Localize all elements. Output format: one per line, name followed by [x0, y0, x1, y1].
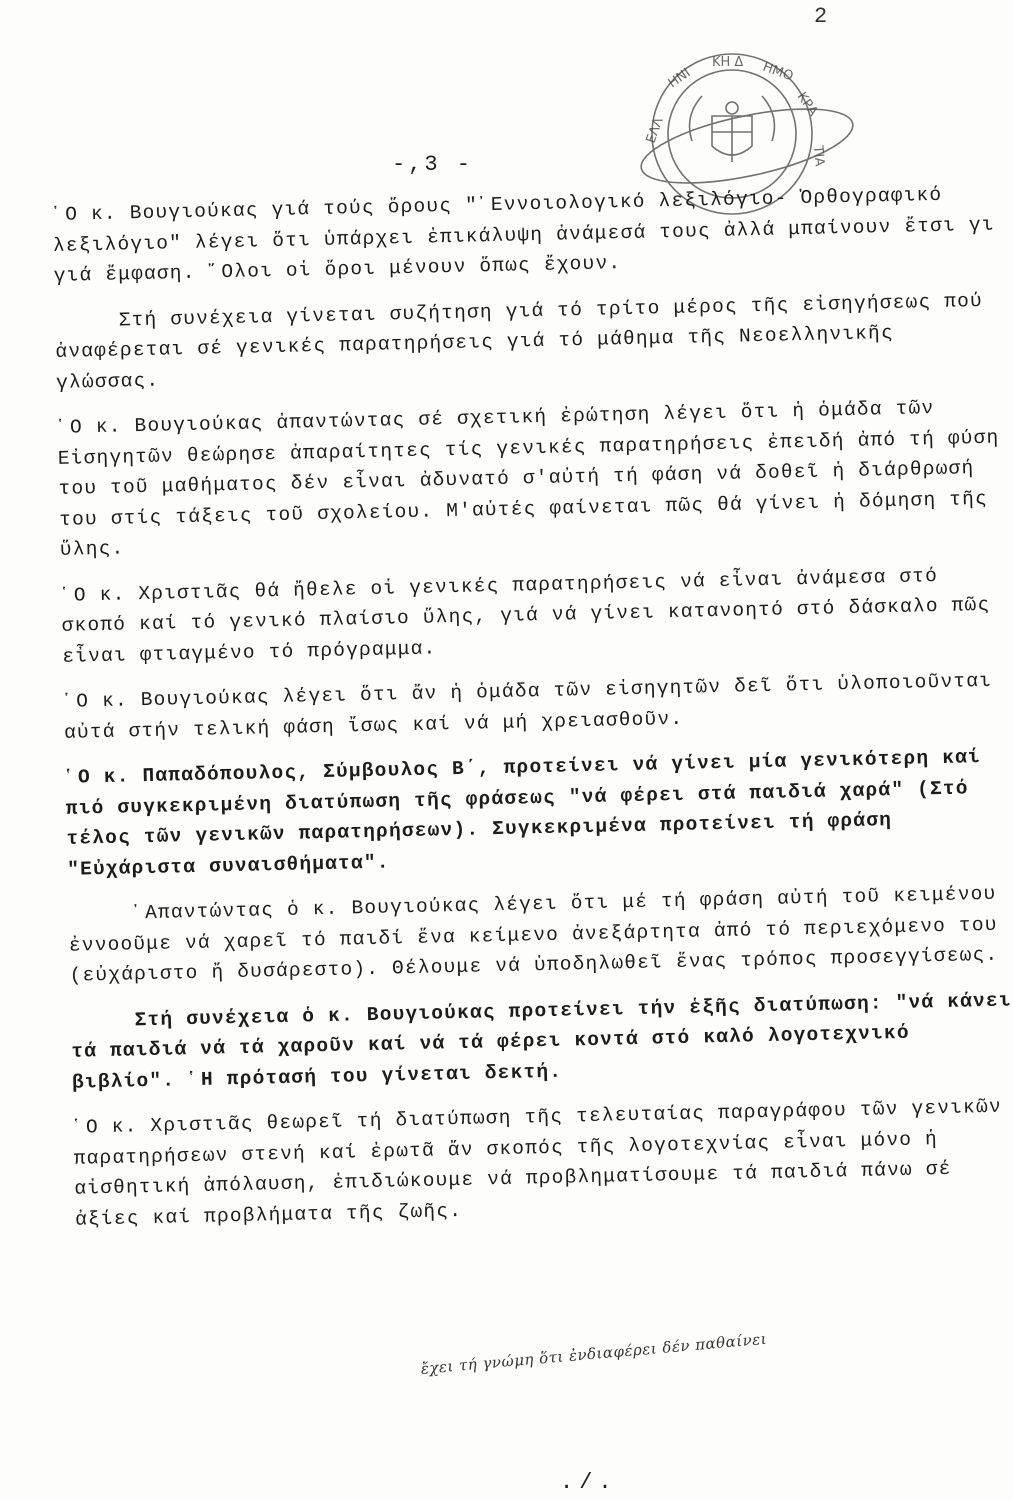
paragraph: ᾿Απαντώντας ὁ κ. Βουγιούκας λέγει ὅτι μέ τή φράση αὐτή τοῦ κειμένου ἐννοοῦμε νά χαρεῖ τό παιδί ἕνα κείμενο ἀνεξάρτητα ἀπό τό περιεχόμενο του (εὐχάριστο ἤ δυσάρεστο). Θέλουμε νά ὑποδηλωθεῖ ἕνας τρόπος προσεγγίσεως. [68, 882, 999, 987]
paragraph: Στή συνέχεια γίνεται συζήτηση γιά τό τρίτο μέρος τῆς εἰσηγήσεως πού ἀναφέρεται σέ γενικές παρατηρήσεις γιά τό μάθημα τῆς Νεοελληνικῆς γλώσσας. [55, 289, 984, 394]
paragraph: Στή συνέχεια ὁ κ. Βουγιούκας προτείνει τήν ἑξῆς διατύπωση: "νά κάνει τά παιδιά νά τά χαροῦν καί νά τά φέρει κοντά στό καλό λογοτεχνικό βιβλίο". ῾Η πρότασή του γίνεται δεκτή. [71, 988, 1012, 1094]
corner-page-number: 2 [814, 4, 828, 29]
minutes-body [52, 178, 1013, 1249]
paragraph: ῾Ο κ. Χριστιᾶς θεωρεῖ τή διατύπωση τῆς τελευταίας παραγράφου τῶν γενικῶν παρατηρήσεων στενή καί ἐρωτᾶ ἄν σκοπός τῆς λογοτεχνίας εἶναι μόνο ἡ αἰσθητική ἀπόλαυση, ἐπιδιώκουμε νά προβληματίσουμε τά παιδιά πάνω σέ ἀξίες καί προβλήματα τῆς ζωῆς. [72, 1095, 1003, 1231]
svg-text:ΗΝΙ: ΗΝΙ [665, 65, 694, 92]
paragraph: ῾Ο κ. Βουγιούκας γιά τούς ὅρους "᾿Εννοιολογικό λεξιλόγιο- Ὀρθογραφικό λεξιλόγιο" λέγει ὅτι ὑπάρχει ἐπικάλυψη ἀνάμεσά τους ἀλλά μπαίνουν ἔτσι γι γιά ἔμφαση. ῞Ολοι οἱ ὅροι μένουν ὅπως ἔχουν. [52, 183, 995, 287]
handwritten-annotation: ἔχει τή γνώμη ὅτι ἐνδιαφέρει δέν παθαίνει [420, 1329, 768, 1378]
page-marker: -,3 - [392, 152, 474, 177]
svg-text:ΚΡΑ: ΚΡΑ [793, 89, 821, 119]
svg-text:ΕΛΛ: ΕΛΛ [643, 115, 667, 146]
end-mark: ./. [560, 1470, 618, 1495]
paragraph: ῾Ο κ. Παπαδόπουλος, Σύμβουλος Β΄, προτείνει νά γίνει μία γενικότερη καί πιό συγκεκριμένη διατύπωση τῆς φράσεως "νά φέρει στά παιδιά χαρά" (Στό τέλος τῶν γενικῶν παρατηρήσεων). Συγκεκριμένα προτείνει τή φράση "Εὐχάριστα συναισθήματα". [64, 746, 982, 881]
svg-text:ΤΙΑ: ΤΙΑ [810, 145, 827, 167]
paragraph: ῾Ο κ. Βουγιούκας λέγει ὅτι ἄν ἡ ὁμάδα τῶν εἰσηγητῶν δεῖ ὅτι ὑλοποιοῦνται αὐτά στήν τελική φάση ἴσως καί νά μή χρειασθοῦν. [63, 669, 993, 744]
svg-text:ΗΜΟ: ΗΜΟ [760, 59, 796, 85]
paragraph: ῾Ο κ. Βουγιούκας ἀπαντώντας σέ σχετική ἐρώτηση λέγει ὅτι ἡ ὁμάδα τῶν Εἰσηγητῶν θεώρησε ἀπαραίτητες τίς γενικές παρατηρήσεις ἐπειδή ἀπό τή φύση του τοῦ μαθήματος δέν εἶναι ἀδυνατό σ'αὐτή τή φάση νά δοθεῖ ἡ διάρθρωσή του στίς τάξεις τοῦ σχολείου. Μ'αὐτές φαίνεται πῶς θά γίνει ἡ δόμηση τῆς ὕλης. [56, 397, 1000, 561]
paragraph: ῾Ο κ. Χριστιᾶς θά ἤθελε οἱ γενικές παρατηρήσεις νά εἶναι ἀνάμεσα στό σκοπό καί τό γενικό πλαίσιο ὕλης, γιά νά γίνει κατανοητό στό δάσκαλο πῶς εἶναι φτιαγμένο τό πρόγραμμα. [60, 564, 991, 668]
svg-text:ΚΗ Δ: ΚΗ Δ [712, 55, 744, 70]
